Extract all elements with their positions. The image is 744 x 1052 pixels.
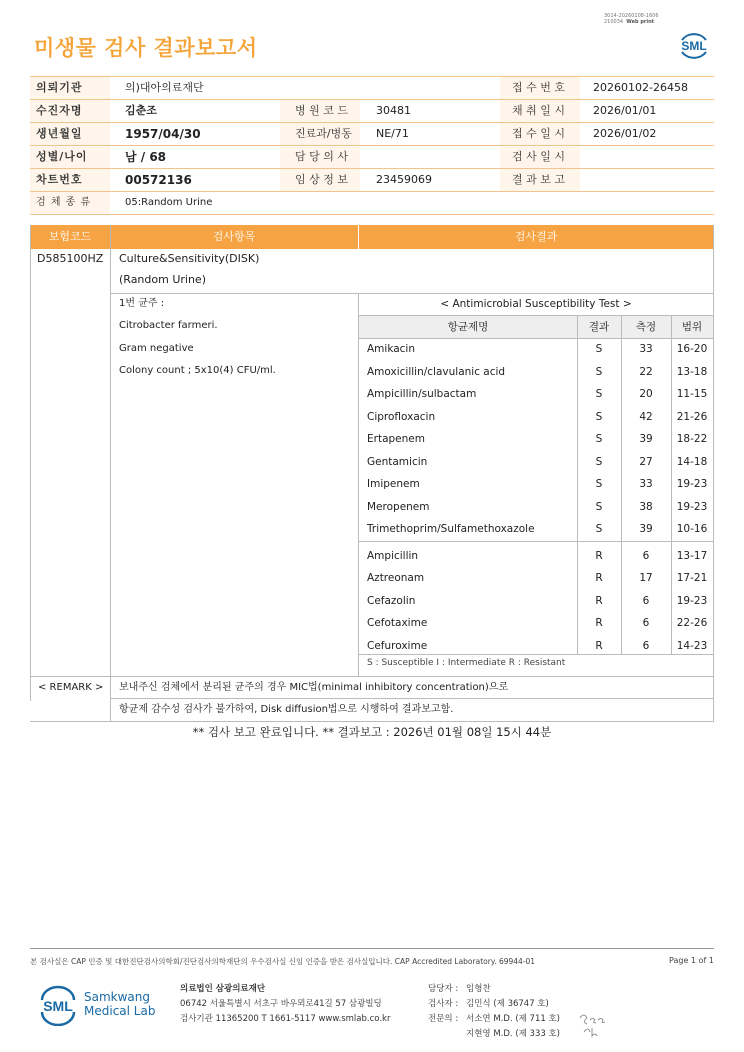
info-row bbox=[30, 146, 714, 169]
remark-line-1: 보내주신 검체에서 분리된 균주의 경우 MIC법(minimal inhibitory concentration)으로 bbox=[119, 682, 509, 693]
antibiotic-name: Cefazolin bbox=[367, 594, 416, 607]
antibiotic-name: Ciprofloxacin bbox=[367, 410, 436, 423]
report-completion-line: ** 검사 보고 완료입니다. ** 결과보고 : 2026년 01월 08일 15시 44분 bbox=[192, 725, 552, 739]
clinical-info-label: 임 상 정 보 bbox=[295, 173, 348, 186]
test-item-name: Culture&Sensitivity(DISK) bbox=[119, 252, 260, 265]
antibiotic-range: 14-23 bbox=[676, 639, 708, 652]
organization-info bbox=[180, 982, 390, 1027]
sex-age-label: 성별/나이 bbox=[36, 150, 88, 163]
antibiotic-result: S bbox=[595, 478, 603, 490]
antibiotic-measure: 33 bbox=[639, 343, 653, 355]
sex-age-value: 남 / 68 bbox=[125, 150, 167, 164]
report-title: 미생물 검사 결과보고서 bbox=[34, 36, 258, 60]
org-address: 06742 서울특별시 서초구 바우뫼로41길 57 삼광빌딩 bbox=[180, 999, 382, 1009]
signature bbox=[576, 1010, 610, 1040]
antibiotic-range: 22-26 bbox=[676, 617, 708, 629]
insurance-code: D585100HZ bbox=[37, 252, 104, 265]
antibiotic-range: 17-21 bbox=[676, 572, 708, 584]
sml-logo-text: SML bbox=[681, 39, 707, 53]
antibiotic-result: R bbox=[595, 572, 603, 584]
staff-row: 지현영 M.D. (제 333 호) bbox=[466, 1029, 561, 1039]
antibiotic-range: 11-15 bbox=[676, 388, 708, 400]
antibiotic-measure: 6 bbox=[642, 639, 650, 652]
antibiotic-range: 13-17 bbox=[676, 549, 708, 562]
antibiotic-result: R bbox=[595, 617, 603, 629]
chart-number-label: 차트번호 bbox=[36, 173, 83, 186]
physician-label: 담 당 의 사 bbox=[295, 150, 348, 163]
header-item: 검사항목 bbox=[212, 230, 256, 243]
specimen-label: 검 체 종 류 bbox=[36, 197, 92, 208]
organism-label: 1번 균주 : bbox=[119, 298, 165, 309]
collection-value: 2026/01/01 bbox=[593, 104, 657, 117]
antibiotic-range: 16-20 bbox=[676, 343, 708, 355]
remark-label: < REMARK > bbox=[38, 682, 104, 693]
birthdate-label: 생년월일 bbox=[36, 127, 83, 140]
test-item-specimen: (Random Urine) bbox=[119, 273, 206, 286]
antibiotic-result: S bbox=[595, 343, 603, 355]
results-header bbox=[30, 225, 714, 249]
staff-list bbox=[428, 982, 560, 1042]
accession-label: 접 수 번 호 bbox=[512, 81, 565, 94]
gram-stain: Gram negative bbox=[119, 343, 194, 354]
antibiotic-result: S bbox=[595, 433, 603, 445]
antibiotic-measure: 33 bbox=[639, 478, 653, 490]
hospital-code-label: 병 원 코 드 bbox=[295, 104, 348, 117]
clinical-info-value: 23459069 bbox=[376, 173, 432, 186]
antibiotic-name: Aztreonam bbox=[367, 572, 425, 584]
antibiotic-measure: 38 bbox=[639, 500, 653, 513]
antibiotic-result: S bbox=[595, 365, 603, 378]
antibiotic-result: S bbox=[595, 455, 603, 468]
ast-header-range: 범위 bbox=[681, 321, 703, 333]
antibiotic-range: 19-23 bbox=[676, 500, 708, 513]
info-row bbox=[30, 169, 714, 192]
chart-number-value: 00572136 bbox=[125, 173, 192, 187]
ast-header-drug: 항균제명 bbox=[447, 321, 489, 333]
ast-title: < Antimicrobial Susceptibility Test > bbox=[440, 298, 632, 310]
antibiotic-range: 19-23 bbox=[676, 594, 708, 607]
department-label: 진료과/병동 bbox=[295, 127, 352, 140]
org-contact: 검사기관 11365200 T 1661-5117 www.smlab.co.kr bbox=[180, 1014, 391, 1024]
antibiotic-measure: 27 bbox=[639, 455, 653, 468]
antibiotic-measure: 42 bbox=[639, 410, 653, 423]
sml-logo bbox=[674, 24, 714, 64]
colony-count: Colony count ; 5x10(4) CFU/ml. bbox=[119, 365, 276, 376]
staff-row: 담당자 : 임형찬 bbox=[428, 984, 491, 994]
samkwang-logo bbox=[36, 982, 80, 1026]
antibiotic-name: Amoxicillin/clavulanic acid bbox=[367, 365, 506, 378]
department-value: NE/71 bbox=[376, 127, 409, 140]
report-label: 결 과 보 고 bbox=[512, 173, 565, 186]
antibiotic-name: Gentamicin bbox=[367, 455, 428, 468]
staff-row: 검사자 : 김민식 (제 36747 호) bbox=[428, 999, 549, 1009]
patient-name-value: 김춘조 bbox=[125, 104, 157, 117]
ast-header-row bbox=[359, 316, 713, 338]
antibiotic-measure: 6 bbox=[642, 594, 650, 607]
antibiotic-result: S bbox=[595, 410, 603, 423]
antibiotic-range: 14-18 bbox=[676, 455, 708, 468]
patient-info-table bbox=[30, 76, 714, 215]
antibiotic-result: S bbox=[595, 523, 603, 535]
antibiotic-range: 19-23 bbox=[676, 478, 708, 490]
requester-value: 의)대아의료재단 bbox=[125, 81, 204, 94]
accreditation-note: 본 검사실은 CAP 인증 및 대한진단검사의학회/진단검사의학재단의 우수검사실 신임 인증을 받은 검사실입니다. CAP Accredited Laboratory. 69944-01 bbox=[30, 957, 536, 966]
test-date-label: 검 사 일 시 bbox=[512, 150, 565, 163]
received-value: 2026/01/02 bbox=[593, 127, 657, 140]
antibiotic-range: 21-26 bbox=[676, 410, 708, 423]
antibiotic-result: S bbox=[595, 500, 603, 513]
ast-header-result: 결과 bbox=[588, 321, 610, 333]
antibiotic-name: Imipenem bbox=[367, 478, 420, 490]
hospital-code-value: 30481 bbox=[376, 104, 411, 117]
samkwang-logo-text: SML bbox=[43, 998, 73, 1014]
info-row bbox=[30, 192, 714, 215]
antibiotic-result: S bbox=[595, 388, 603, 400]
antibiotic-range: 13-18 bbox=[676, 365, 708, 378]
remark-line-2: 항균제 감수성 검사가 불가하여, Disk diffusion법으로 시행하여 결과보고함. bbox=[119, 704, 454, 715]
birthdate-value: 1957/04/30 bbox=[125, 127, 201, 141]
antibiotic-measure: 22 bbox=[639, 365, 653, 378]
antibiotic-measure: 17 bbox=[639, 572, 653, 584]
antibiotic-measure: 6 bbox=[642, 617, 650, 629]
ast-header-measure: 측정 bbox=[635, 321, 657, 333]
results-table bbox=[30, 225, 714, 721]
org-name: 의료법인 삼광의료재단 bbox=[180, 984, 266, 994]
received-label: 접 수 일 시 bbox=[512, 127, 565, 140]
antibiotic-measure: 20 bbox=[639, 388, 653, 400]
antibiotic-result: R bbox=[595, 639, 603, 652]
patient-name-label: 수진자명 bbox=[36, 104, 83, 117]
result-legend: S : Susceptible I : Intermediate R : Resistant bbox=[367, 658, 566, 668]
brand-name: Samkwang Medical Lab bbox=[84, 990, 156, 1018]
page-number: Page 1 of 1 bbox=[669, 956, 714, 965]
antibiotic-range: 10-16 bbox=[676, 523, 708, 535]
antibiotic-name: Ampicillin/sulbactam bbox=[367, 388, 477, 400]
antibiotic-measure: 39 bbox=[639, 433, 653, 445]
footer-divider bbox=[30, 948, 714, 949]
staff-row: 전문의 : 서소연 M.D. (제 711 호) bbox=[428, 1014, 561, 1024]
antibiotic-measure: 6 bbox=[642, 549, 650, 562]
header-result: 검사결과 bbox=[514, 230, 558, 243]
antibiotic-result: R bbox=[595, 549, 603, 562]
antibiotic-name: Trimethoprim/Sulfamethoxazole bbox=[367, 523, 535, 535]
antibiotic-range: 18-22 bbox=[676, 433, 708, 445]
report-print-code: 3014-20260108-1606 210034 Web print bbox=[604, 13, 659, 25]
collection-label: 채 취 일 시 bbox=[512, 104, 565, 117]
info-row bbox=[30, 77, 714, 100]
header-code: 보험코드 bbox=[48, 230, 92, 243]
antibiotic-name: Amikacin bbox=[367, 343, 416, 355]
antibiotic-result: R bbox=[595, 594, 603, 607]
requester-label: 의뢰기관 bbox=[36, 81, 83, 94]
antibiotic-name: Cefuroxime bbox=[367, 639, 428, 652]
antibiotic-name: Cefotaxime bbox=[367, 617, 428, 629]
info-row bbox=[30, 123, 714, 146]
antibiotic-name: Ampicillin bbox=[367, 549, 419, 562]
info-row bbox=[30, 100, 714, 123]
antibiotic-name: Meropenem bbox=[367, 500, 430, 513]
accession-value: 20260102-26458 bbox=[593, 81, 688, 94]
organism-name: Citrobacter farmeri. bbox=[119, 320, 218, 331]
specimen-value: 05:Random Urine bbox=[125, 197, 213, 208]
antibiotic-measure: 39 bbox=[639, 523, 653, 535]
antibiotic-name: Ertapenem bbox=[367, 433, 425, 445]
